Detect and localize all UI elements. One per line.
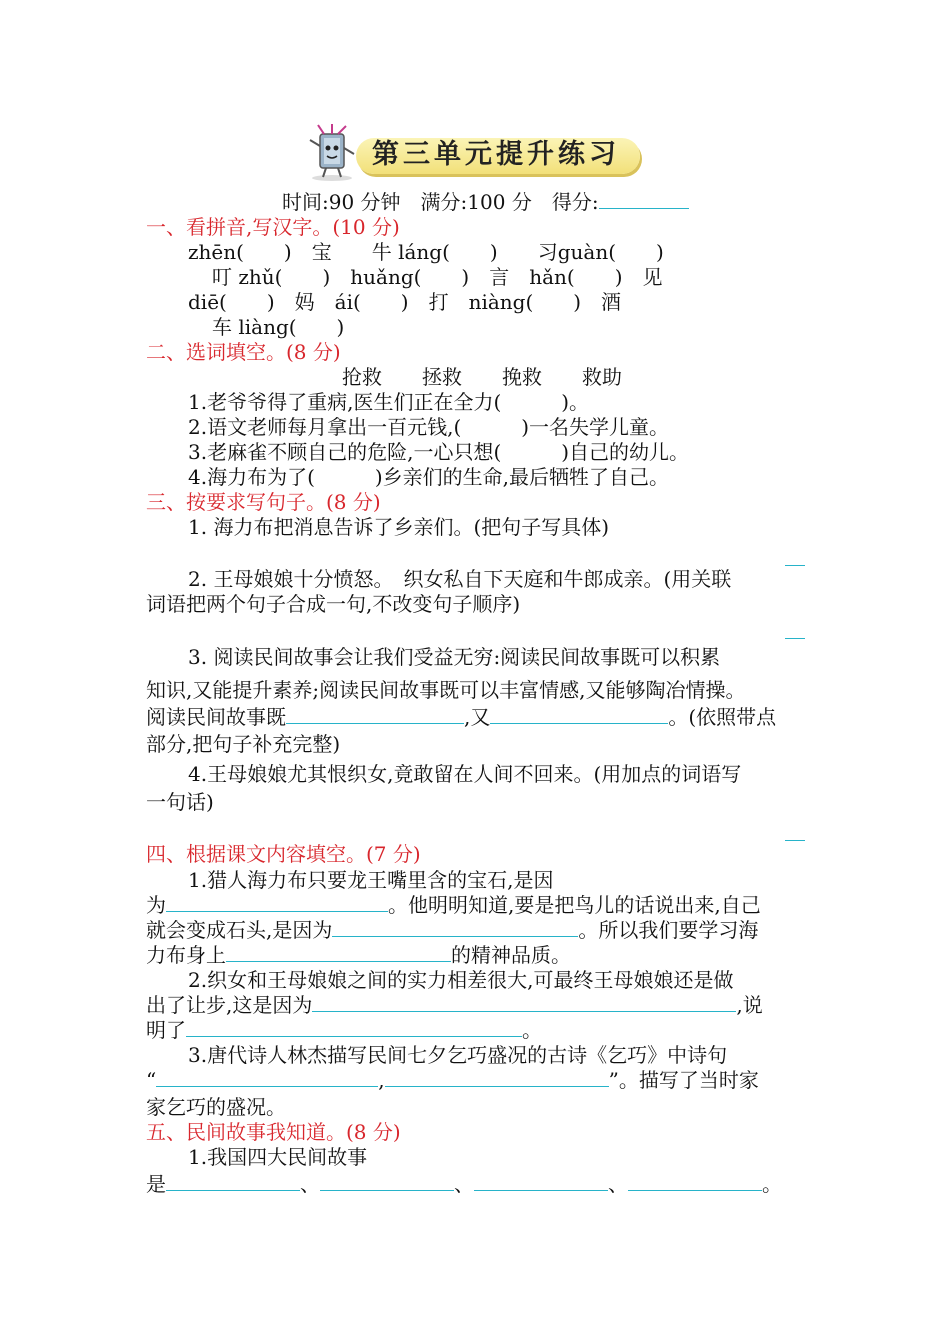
rewrite-question-1: 1. 海力布把消息告诉了乡亲们。(把句子写具体) — [188, 515, 610, 539]
text-segment: , — [378, 1068, 385, 1092]
answer-blank[interactable] — [320, 1172, 454, 1191]
text-segment: 力布身上 — [146, 943, 226, 967]
text-segment: 。(依照带点 — [668, 705, 777, 729]
folk-question-1-line-1: 1.我国四大民间故事 — [188, 1145, 368, 1169]
answer-blank[interactable] — [474, 1172, 608, 1191]
pinyin-row-3: diē( ) 妈 ái( ) 打 niàng( ) 酒 — [188, 290, 622, 314]
section-5-heading: 五、民间故事我知道。(8 分) — [146, 1120, 401, 1144]
section-2-heading: 二、选词填空。(8 分) — [146, 340, 341, 364]
answer-blank[interactable] — [312, 993, 736, 1012]
text-segment: “ — [146, 1068, 157, 1092]
page-title: 第三单元提升练习 — [372, 139, 620, 170]
rewrite-question-3-line-1: 3. 阅读民间故事会让我们受益无穷:阅读民间故事既可以积累 — [188, 645, 721, 669]
answer-line-mark — [785, 565, 805, 566]
text-segment: 、 — [454, 1172, 474, 1196]
text-segment: 。他明明知道,要是把鸟儿的话说出来,自己 — [388, 893, 761, 917]
answer-blank[interactable] — [166, 893, 388, 912]
recall-question-2-line-1: 2.织女和王母娘娘之间的实力相差很大,可最终王母娘娘还是做 — [188, 968, 734, 992]
text-segment: 。 — [522, 1018, 542, 1042]
section-4-heading: 四、根据课文内容填空。(7 分) — [146, 842, 421, 866]
recall-question-1-line-4 — [146, 943, 571, 968]
fill-question-1: 1.老爷爷得了重病,医生们正在全力( )。 — [188, 390, 590, 414]
rewrite-question-4-line-1: 4.王母娘娘尤其恨织女,竟敢留在人间不回来。(用加点的词语写 — [188, 762, 742, 786]
book-mascot-icon — [304, 122, 360, 182]
full-score-label: 满分:100 分 — [420, 190, 532, 214]
answer-blank[interactable] — [166, 1172, 300, 1191]
recall-question-1-line-3 — [146, 918, 758, 943]
score-label: 得分: — [551, 190, 599, 214]
word-choices: 抢救 拯救 挽救 救助 — [342, 365, 622, 389]
text-segment: ,又 — [464, 705, 491, 729]
answer-blank[interactable] — [628, 1172, 762, 1191]
text-segment: 出了让步,这是因为 — [146, 993, 313, 1017]
section-1-heading: 一、看拼音,写汉字。(10 分) — [146, 215, 400, 239]
recall-question-3-line-2 — [146, 1068, 759, 1093]
text-segment: 。 — [762, 1172, 782, 1196]
folk-question-1-line-2 — [146, 1172, 782, 1197]
answer-blank[interactable] — [156, 1068, 378, 1087]
pinyin-row-1: zhēn( ) 宝 牛 láng( ) 习guàn( ) — [188, 240, 664, 264]
title-banner — [298, 122, 648, 182]
section-3-heading: 三、按要求写句子。(8 分) — [146, 490, 381, 514]
recall-question-2-line-3 — [146, 1018, 542, 1043]
answer-blank[interactable] — [286, 705, 464, 724]
answer-blank[interactable] — [385, 1068, 609, 1087]
text-segment: 、 — [300, 1172, 320, 1196]
rewrite-question-2-line-2: 词语把两个句子合成一句,不改变句子顺序) — [146, 592, 521, 616]
rewrite-question-3-line-3 — [146, 705, 776, 730]
rewrite-question-3-line-2: 知识,又能提升素养;阅读民间故事既可以丰富情感,又能够陶冶情操。 — [146, 678, 746, 702]
answer-blank[interactable] — [226, 943, 451, 962]
text-segment: 、 — [608, 1172, 628, 1196]
fill-question-4: 4.海力布为了( )乡亲们的生命,最后牺牲了自己。 — [188, 465, 670, 489]
rewrite-question-2-line-1: 2. 王母娘娘十分愤怒。 织女私自下天庭和牛郎成亲。(用关联 — [188, 567, 732, 591]
answer-blank[interactable] — [332, 918, 578, 937]
recall-question-1-line-1: 1.猎人海力布只要龙王嘴里含的宝石,是因 — [188, 868, 554, 892]
recall-question-1-line-2 — [146, 893, 761, 918]
fill-question-3: 3.老麻雀不顾自己的危险,一心只想( )自己的幼儿。 — [188, 440, 690, 464]
text-segment: 阅读民间故事既 — [146, 705, 286, 729]
answer-line-mark — [785, 638, 805, 639]
text-segment: 为 — [146, 893, 166, 917]
pinyin-row-2: 叮 zhǔ( ) huǎng( ) 言 hǎn( ) 见 — [212, 265, 663, 289]
header-info — [282, 190, 689, 215]
pinyin-row-4: 车 liàng( ) — [212, 315, 345, 339]
text-segment: 的精神品质。 — [451, 943, 571, 967]
text-segment: 。所以我们要学习海 — [578, 918, 759, 942]
recall-question-2-line-2 — [146, 993, 763, 1018]
answer-line-mark — [785, 840, 805, 841]
recall-question-3-line-3: 家乞巧的盛况。 — [146, 1095, 286, 1119]
fill-question-2: 2.语文老师每月拿出一百元钱,( )一名失学儿童。 — [188, 415, 670, 439]
time-label: 时间:90 分钟 — [282, 190, 401, 214]
answer-blank[interactable] — [186, 1018, 522, 1037]
text-segment: 就会变成石头,是因为 — [146, 918, 333, 942]
rewrite-question-3-line-4: 部分,把句子补充完整) — [146, 732, 341, 756]
text-segment: 明了 — [146, 1018, 186, 1042]
rewrite-question-4-line-2: 一句话) — [146, 790, 214, 814]
score-blank[interactable] — [599, 190, 689, 209]
recall-question-3-line-1: 3.唐代诗人林杰描写民间七夕乞巧盛况的古诗《乞巧》中诗句 — [188, 1043, 728, 1067]
text-segment: ,说 — [736, 993, 763, 1017]
text-segment: 是 — [146, 1172, 166, 1196]
answer-blank[interactable] — [490, 705, 668, 724]
text-segment: ”。描写了当时家 — [608, 1068, 759, 1092]
